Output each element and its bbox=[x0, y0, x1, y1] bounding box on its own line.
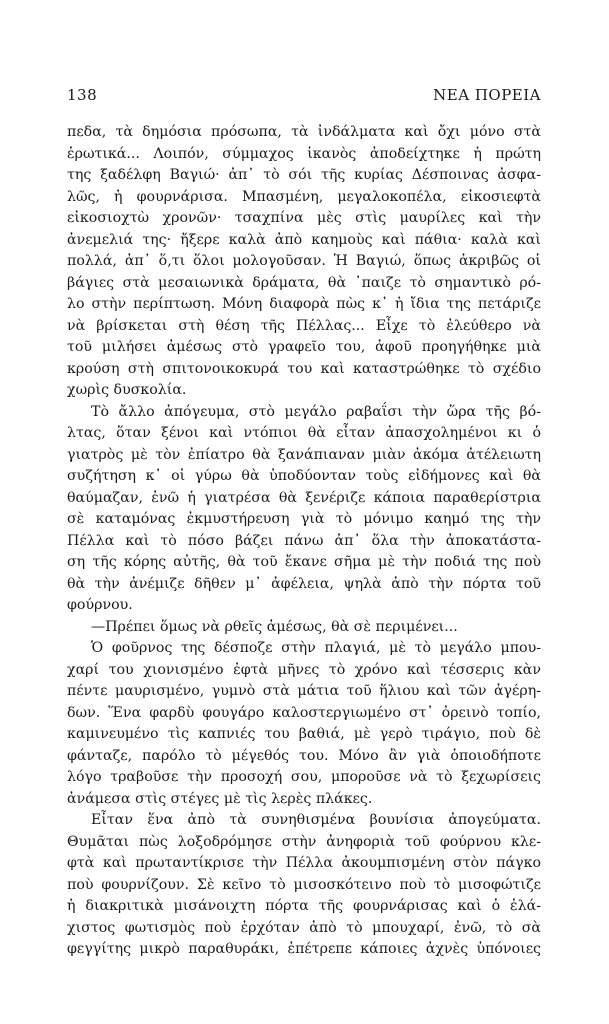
text-line: νὰ βρίσκεται στὴ θέση τῆς Πέλλας... Εἶχε τὸ ἐλεύθερο νὰ bbox=[67, 317, 541, 334]
text-line: εἰκοσιοχτὼ χρονῶν· τσαχπίνα μὲς στὶς μαυρίλες καὶ τὴν bbox=[67, 210, 541, 226]
text-line: ση τῆς κόρης αὐτῆς, θὰ τοῦ ἔκανε σῆμα μὲ τὴν ποδιά της ποὺ bbox=[67, 554, 541, 570]
text-line: βάγιες στὰ μεσαιωνικὰ δράματα, θὰ ᾽παιζε τὸ σημαντικὸ ρό- bbox=[67, 274, 541, 291]
text-line: Θυμᾶται πὼς λοξοδρόμησε στὴν ἀνηφοριὰ τοῦ φούρνου κλε- bbox=[67, 833, 541, 850]
text-line: ποὺ φουρνίζουν. Σὲ κεῖνο τὸ μισοσκότεινο ποὺ τὸ μισοφώτιζε bbox=[67, 876, 541, 893]
text-line: φάνταζε, παρόλο τὸ μέγεθός του. Μόνο ἂν γιὰ ὁποιοδήποτε bbox=[67, 747, 541, 764]
text-line: ἀνάμεσα στὶς στέγες μὲ τὶς λερὲς πλάκες. bbox=[67, 790, 373, 807]
text-line: Τὸ ἄλλο ἀπόγευμα, στὸ μεγάλο ραβαΐσι τὴν ὥρα τῆς βό- bbox=[91, 403, 541, 420]
text-line: φτὰ καὶ πρωταντίκρισε τὴν Πέλλα ἀκουμπισμένη στὸν πάγκο bbox=[67, 855, 541, 871]
text-line: συζήτηση κ᾽ οἱ γύρω θὰ ὑποδύονταν τοὺς εἰδήμονες καὶ θὰ bbox=[67, 468, 541, 484]
text-line: —Πρέπει ὅμως νὰ ρθεῖς ἀμέσως, θὰ σὲ περιμένει... bbox=[91, 618, 458, 635]
text-line: πολλά, ἀπ᾽ ὅ,τι ὅλοι μολογοῦσαν. Ἡ Βαγιώ, ὅπως ἀκριβῶς οἱ bbox=[67, 253, 541, 269]
text-line: τοῦ μιλήσει ἀμέσως στὸ γραφεῖο του, ἀφοῦ προηγήθηκε μιὰ bbox=[67, 339, 541, 355]
text-line: πέντε μαυρισμένο, γυμνὸ στὰ μάτια τοῦ ἥλιου καὶ τῶν ἀγέρη- bbox=[67, 683, 541, 699]
page-number: 138 bbox=[67, 86, 98, 104]
text-line: Πέλλα καὶ τὸ πόσο βάζει πάνω ἀπ᾽ ὅλα τὴν ἀποκατάστα- bbox=[67, 532, 541, 549]
text-line: Ὁ φοῦρνος της δέσποζε στὴν πλαγιά, μὲ τὸ μεγάλο μπου- bbox=[91, 640, 541, 656]
text-line: πεδα, τὰ δημόσια πρόσωπα, τὰ ἰνδάλματα καὶ ὄχι μόνο στὰ bbox=[67, 124, 541, 140]
text-line: Εἶταν ἕνα ἀπὸ τὰ συνηθισμένα βουνίσια ἀπογεύματα. bbox=[91, 812, 541, 828]
text-line: σὲ καταμόνας ἐκμυστήρευση γιὰ τὸ μόνιμο καημό της τὴν bbox=[67, 511, 541, 527]
page-header bbox=[67, 86, 541, 108]
text-line: φεγγίτης μικρὸ παραθυράκι, ἐπέτρεπε κάποιες ἀχνὲς ὑπόνοιες bbox=[67, 941, 541, 957]
text-line: ἡ διακριτικὰ μισάνοιχτη πόρτα τῆς φουρνάρισας καὶ ὁ ἐλά- bbox=[67, 898, 541, 914]
text-line: δων. Ἕνα φαρδὺ φουγάρο καλοστεργιωμένο στ᾽ ὀρεινὸ τοπίο, bbox=[67, 704, 541, 721]
body-text bbox=[67, 122, 541, 961]
text-line: της ξαδέλφη Βαγιώ· ἀπ᾽ τὸ σόι τῆς κυρίας Δέσποινας ἀσφα- bbox=[67, 167, 541, 183]
text-line: θαύμαζαν, ἐνῶ ἡ γιατρέσα θὰ ξενέριζε κάποια παραθερίστρια bbox=[67, 489, 541, 506]
text-line: χαρί του χιονισμένο ἐφτὰ μῆνες τὸ χρόνο καὶ τέσσερις κὰν bbox=[67, 661, 541, 678]
text-line: θὰ τὴν ἀνέμιζε δῆθεν μ᾽ ἀφέλεια, ψηλὰ ἀπὸ τὴν πόρτα τοῦ bbox=[67, 575, 541, 592]
text-line: καμινευμένο τὶς καπνιές του βαθιά, μὲ γερὸ τιράγιο, ποὺ δὲ bbox=[67, 726, 541, 742]
text-line: ἀνεμελιά της· ἤξερε καλὰ ἀπὸ καημοὺς καὶ πάθια· καλὰ καὶ bbox=[67, 231, 541, 248]
running-title: ΝΕΑ ΠΟΡΕΙΑ bbox=[433, 86, 541, 104]
text-line: λόγο τραβοῦσε τὴν προσοχή σου, μποροῦσε νὰ τὸ ξεχωρίσεις bbox=[67, 769, 541, 785]
text-line: λτας, ὅταν ξένοι καὶ ντόπιοι θὰ εἶταν ἀπασχολημένοι κι ὁ bbox=[67, 425, 541, 441]
text-line: κρούση στὴ σπιτονοικοκυρά του καὶ καταστρώθηκε τὸ σχέδιο bbox=[67, 360, 541, 377]
text-line: φούρνου. bbox=[67, 597, 133, 613]
text-line: ἐρωτικά... Λοιπόν, σύμμαχος ἱκανὸς ἀποδείχτηκε ἡ πρώτη bbox=[67, 145, 541, 162]
text-line: γιατρὸς μὲ τὸν ἐπίατρο θὰ ξανάπιαναν μιὰν ἀκόμα ἀτέλειωτη bbox=[67, 446, 541, 463]
text-line: χιστος φωτισμὸς ποὺ ἐρχόταν ἀπὸ τὸ μπουχαρί, ἐνῶ, τὸ σὰ bbox=[67, 919, 541, 936]
text-line: λῶς, ἡ φουρνάρισα. Μπασμένη, μεγαλοκοπέλα, εἰκοσιεφτὰ bbox=[67, 188, 541, 205]
text-line: χωρὶς δυσκολία. bbox=[67, 382, 187, 398]
text-line: λο στὴν περίπτωση. Μόνη διαφορὰ πὼς κ᾽ ἡ ἴδια της πετάριζε bbox=[67, 296, 541, 312]
